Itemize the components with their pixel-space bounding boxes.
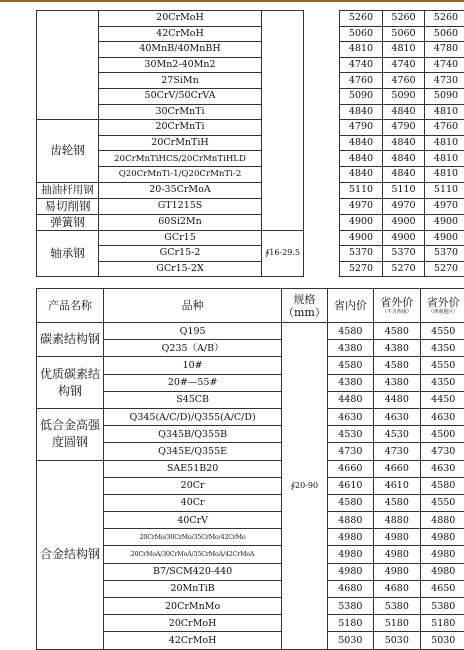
price-cell: 4900 <box>383 214 425 230</box>
price-cell: 4810 <box>383 42 425 58</box>
product-cell: Q345(A/C/D)/Q355(A/C/D) <box>103 408 281 425</box>
price-cell: 4610 <box>327 477 373 494</box>
price-cell: 4730 <box>374 443 420 460</box>
category-cell <box>37 11 99 120</box>
price-cell: 5090 <box>340 88 383 104</box>
table-row <box>37 120 464 136</box>
price-cell: 4980 <box>420 529 464 546</box>
spec-cell: ∮16-29.5 <box>262 230 304 277</box>
product-cell: GCr15 <box>99 230 262 246</box>
price-cell: 4730 <box>327 443 373 460</box>
price-cell: 4550 <box>420 357 464 374</box>
product-cell: 27SiMn <box>99 73 262 89</box>
price-cell: 4970 <box>340 198 383 214</box>
price-cell: 4790 <box>383 120 425 136</box>
price-cell: 5270 <box>340 261 383 277</box>
price-cell: 5260 <box>340 11 383 27</box>
category-quality-carbon: 优质碳素结构钢 <box>37 357 104 409</box>
price-cell: 4980 <box>374 563 420 580</box>
price-cell: 4840 <box>340 135 383 151</box>
price-cell: 4450 <box>420 391 464 408</box>
price-cell: 4900 <box>340 230 383 246</box>
price-cell: 4900 <box>425 230 464 246</box>
table-row <box>37 57 464 73</box>
price-cell: 4970 <box>383 198 425 214</box>
table-row <box>37 357 464 374</box>
price-cell: 4980 <box>327 546 373 563</box>
price-cell: 4810 <box>425 135 464 151</box>
product-cell: 10# <box>103 357 281 374</box>
product-cell: Q20CrMnTi-1/Q20CrMnTi-2 <box>99 166 262 182</box>
price-cell: 4530 <box>374 426 420 443</box>
table-row <box>37 460 464 477</box>
header-outer-price-2 <box>420 289 464 323</box>
price-cell: 4980 <box>420 563 464 580</box>
category-low-alloy: 低合金高强度圆钢 <box>37 408 104 460</box>
price-table-top <box>36 10 464 277</box>
price-cell: 4630 <box>374 408 420 425</box>
price-cell: 5060 <box>383 26 425 42</box>
price-cell: 4730 <box>425 73 464 89</box>
category-carbon-structural: 碳素结构钢 <box>37 323 104 357</box>
price-cell: 4980 <box>374 546 420 563</box>
header-category: 产品名称 <box>37 289 104 323</box>
price-cell: 4810 <box>425 151 464 167</box>
table-row <box>37 166 464 182</box>
price-cell: 5110 <box>340 182 383 198</box>
price-cell: 4840 <box>383 151 425 167</box>
table-row <box>37 408 464 425</box>
product-cell: 20-35CrMoA <box>99 182 262 198</box>
price-cell: 5180 <box>374 615 420 632</box>
table-row <box>37 26 464 42</box>
header-product: 品种 <box>103 289 281 323</box>
top-divider <box>0 0 464 2</box>
table-row <box>37 230 464 246</box>
price-cell: 4980 <box>327 529 373 546</box>
product-cell: 20MnTiB <box>103 580 281 597</box>
price-cell: 5030 <box>327 632 373 649</box>
product-cell: B7/SCM420-440 <box>103 563 281 580</box>
price-cell: 4880 <box>374 512 420 529</box>
table-row <box>37 11 464 27</box>
category-alloy-structural: 合金结构钢 <box>37 460 104 649</box>
price-cell: 4740 <box>340 57 383 73</box>
price-cell: 4810 <box>340 42 383 58</box>
price-cell: 4630 <box>420 408 464 425</box>
product-cell: 20CrMoH <box>103 615 281 632</box>
price-cell: 4900 <box>340 214 383 230</box>
price-cell: 4740 <box>383 57 425 73</box>
price-cell: 4630 <box>420 460 464 477</box>
header-outer-price-1-label: 省外价 <box>374 296 419 309</box>
table-row <box>37 88 464 104</box>
price-cell: 4980 <box>374 529 420 546</box>
price-cell: 4550 <box>420 494 464 511</box>
price-cell: 4650 <box>420 580 464 597</box>
product-cell: 40MnB/40MnBH <box>99 42 262 58</box>
price-cell: 4780 <box>425 42 464 58</box>
price-cell: 4680 <box>327 580 373 597</box>
header-outer-price-2-note: （西南地区） <box>421 309 464 316</box>
table-row <box>37 104 464 120</box>
price-cell: 5060 <box>340 26 383 42</box>
price-cell: 4350 <box>420 374 464 391</box>
price-cell: 4740 <box>425 57 464 73</box>
price-cell: 4760 <box>425 120 464 136</box>
price-cell: 4380 <box>374 340 420 357</box>
product-cell: 20CrMnTiHCS/20CrMnTiHLD <box>99 151 262 167</box>
product-cell: S45CB <box>103 391 281 408</box>
table-row <box>37 73 464 89</box>
price-cell: 4580 <box>420 477 464 494</box>
price-cell: 4900 <box>425 214 464 230</box>
price-cell: 5370 <box>425 246 464 262</box>
header-outer-price-1 <box>374 289 420 323</box>
price-cell: 4880 <box>327 512 373 529</box>
product-cell: 60Si2Mn <box>99 214 262 230</box>
product-cell: 20#—55# <box>103 374 281 391</box>
header-outer-price-1-note: （不含西南） <box>374 309 419 316</box>
price-cell: 4580 <box>374 357 420 374</box>
price-cell: 5380 <box>327 598 373 615</box>
product-cell: 20CrMnMo <box>103 598 281 615</box>
price-cell: 4760 <box>340 73 383 89</box>
price-cell: 4660 <box>327 460 373 477</box>
product-cell: 20CrMnTi <box>99 120 262 136</box>
category-spring-steel: 弹簧钢 <box>37 214 99 230</box>
product-cell: 30Mn2-40Mn2 <box>99 57 262 73</box>
price-cell: 4880 <box>420 512 464 529</box>
product-cell: Q195 <box>103 323 281 340</box>
table-row <box>37 214 464 230</box>
product-cell: 20CrMnTiH <box>99 135 262 151</box>
price-cell: 4480 <box>327 391 373 408</box>
product-cell: 20CrMoA/30CrMoA/35CrMoA/42CrMoA <box>103 546 281 563</box>
product-cell: 30CrMnTi <box>99 104 262 120</box>
spacer-cell <box>304 11 340 277</box>
category-gear-steel: 齿轮钢 <box>37 120 99 182</box>
price-cell: 5030 <box>420 632 464 649</box>
product-cell: 20Cr <box>103 477 281 494</box>
category-free-cutting-steel: 易切削钢 <box>37 198 99 214</box>
price-cell: 4630 <box>327 408 373 425</box>
product-cell: GCr15-2 <box>99 246 262 262</box>
product-cell: 50CrV/50CrVA <box>99 88 262 104</box>
table-row <box>37 42 464 58</box>
price-cell: 4980 <box>420 546 464 563</box>
product-cell: Q345B/Q355B <box>103 426 281 443</box>
price-cell: 4660 <box>374 460 420 477</box>
price-cell: 5270 <box>425 261 464 277</box>
header-spec: 规格（mm） <box>282 289 327 323</box>
header-outer-price-2-label: 省外价 <box>421 296 464 309</box>
price-table-bottom <box>36 288 464 650</box>
product-cell: 40Cr <box>103 494 281 511</box>
price-cell: 4580 <box>327 357 373 374</box>
product-cell: 20CrMo/30CrMo/35CrMo/42CrMo <box>103 529 281 546</box>
price-cell: 5260 <box>383 11 425 27</box>
price-cell: 4380 <box>374 374 420 391</box>
product-cell: GCr15-2X <box>99 261 262 277</box>
price-cell: 5380 <box>420 598 464 615</box>
table-row <box>37 246 464 262</box>
price-cell: 4580 <box>374 494 420 511</box>
price-cell: 4350 <box>420 340 464 357</box>
price-cell: 5030 <box>374 632 420 649</box>
price-cell: 4810 <box>425 166 464 182</box>
price-cell: 4840 <box>383 104 425 120</box>
price-cell: 4730 <box>420 443 464 460</box>
product-cell: GT1215S <box>99 198 262 214</box>
price-cell: 4840 <box>383 166 425 182</box>
price-cell: 4550 <box>420 323 464 340</box>
price-cell: 5260 <box>425 11 464 27</box>
price-cell: 5110 <box>383 182 425 198</box>
product-cell: 42CrMoH <box>99 26 262 42</box>
price-cell: 4760 <box>383 73 425 89</box>
table-row <box>37 182 464 198</box>
price-cell: 4580 <box>374 323 420 340</box>
spec-cell: ∮20-90 <box>282 323 327 650</box>
price-cell: 5370 <box>340 246 383 262</box>
price-cell: 4380 <box>327 374 373 391</box>
product-cell: SAE51B20 <box>103 460 281 477</box>
price-cell: 5090 <box>425 88 464 104</box>
price-cell: 4580 <box>327 323 373 340</box>
price-cell: 5180 <box>327 615 373 632</box>
price-cell: 5180 <box>420 615 464 632</box>
category-bearing-steel: 轴承钢 <box>37 230 99 277</box>
price-cell: 4380 <box>327 340 373 357</box>
price-cell: 4900 <box>383 230 425 246</box>
table-row <box>37 261 464 277</box>
price-cell: 4980 <box>327 563 373 580</box>
product-cell: 40CrV <box>103 512 281 529</box>
table-header-row <box>37 289 464 323</box>
category-sucker-rod-steel: 抽油杆用钢 <box>37 182 99 198</box>
product-cell: 20CrMoH <box>99 11 262 27</box>
price-cell: 4790 <box>340 120 383 136</box>
table-row <box>37 151 464 167</box>
header-inner-price: 省内价 <box>327 289 373 323</box>
price-cell: 4840 <box>383 135 425 151</box>
spec-cell <box>262 11 304 231</box>
price-cell: 4680 <box>374 580 420 597</box>
price-cell: 4840 <box>340 166 383 182</box>
table-row <box>37 135 464 151</box>
price-cell: 5090 <box>383 88 425 104</box>
product-cell: 42CrMoH <box>103 632 281 649</box>
product-cell: Q235（A/B） <box>103 340 281 357</box>
price-cell: 4530 <box>327 426 373 443</box>
product-cell: Q345E/Q355E <box>103 443 281 460</box>
table-row <box>37 198 464 214</box>
table-row <box>37 323 464 340</box>
price-cell: 5060 <box>425 26 464 42</box>
price-cell: 4480 <box>374 391 420 408</box>
price-cell: 5270 <box>383 261 425 277</box>
price-cell: 4500 <box>420 426 464 443</box>
price-cell: 4840 <box>340 151 383 167</box>
price-cell: 5380 <box>374 598 420 615</box>
price-cell: 4580 <box>327 494 373 511</box>
price-cell: 4840 <box>340 104 383 120</box>
price-cell: 5110 <box>425 182 464 198</box>
price-cell: 5370 <box>383 246 425 262</box>
price-cell: 4970 <box>425 198 464 214</box>
price-cell: 4810 <box>425 104 464 120</box>
price-cell: 4610 <box>374 477 420 494</box>
